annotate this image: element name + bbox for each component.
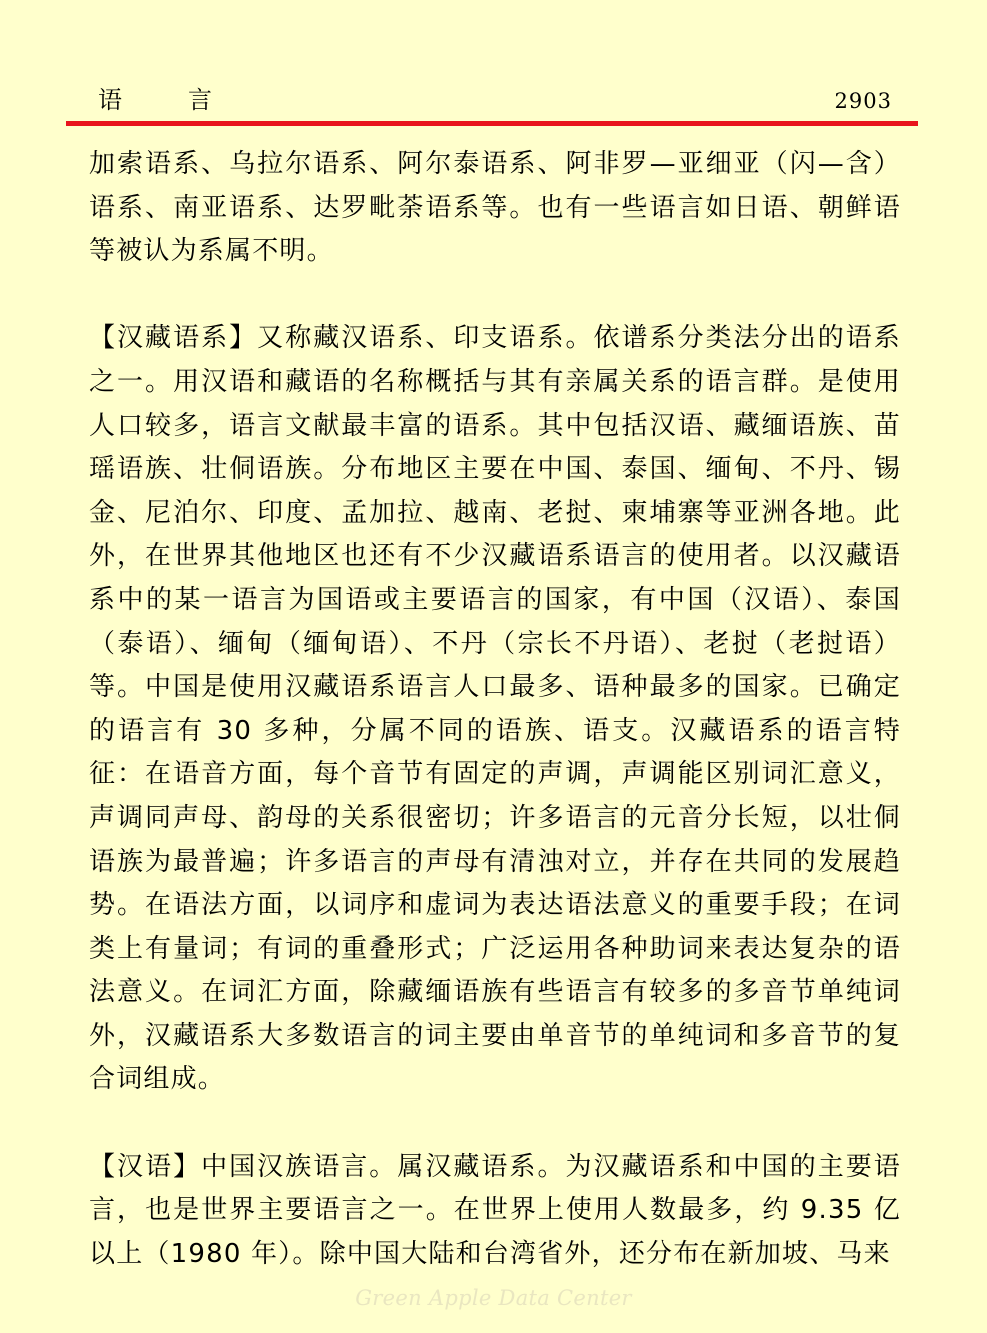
page-number: 2903 bbox=[834, 89, 892, 113]
page-body bbox=[89, 143, 901, 1276]
header-title: 语言 bbox=[98, 86, 278, 114]
entry-term: 【汉藏语系】 bbox=[89, 323, 258, 354]
paragraph-entry-sino-tibetan bbox=[89, 317, 901, 1102]
paragraph-entry-chinese bbox=[89, 1146, 901, 1277]
paragraph-text: 又称藏汉语系、印支语系。依谱系分类法分出的语系之一。用汉语和藏语的名称概括与其有亲属关系的语言群。是使用人口较多，语言文献最丰富的语系。其中包括汉语、藏缅语族、苗瑶语族、壮侗语族。分布地区主要在中国、泰国、缅甸、不丹、锡金、尼泊尔、印度、孟加拉、越南、老挝、柬埔寨等亚洲各地。此外，在世界其他地区也还有不少汉藏语系语言的使用者。以汉藏语系中的某一语言为国语或主要语言的国家，有中国（汉语）、泰国（泰语）、缅甸（缅甸语）、不丹（宗长不丹语）、老挝（老挝语）等。中国是使用汉藏语系语言人口最多、语种最多的国家。已确定的语言有 30 多种，分属不同的语族、语支。汉藏语系的语言特征：在语音方面，每个音节有固定的声调，声调能区别词汇意义，声调同声母、韵母的关系很密切；许多语言的元音分长短，以壮侗语族为最普遍；许多语言的声母有清浊对立，并存在共同的发展趋势。在语法方面，以词序和虚词为表达语法意义的重要手段；在词类上有量词；有词的重叠形式；广泛运用各种助词来表达复杂的语法意义。在词汇方面，除藏缅语族有些语言有较多的多音节单纯词外，汉藏语系大多数语言的词主要由单音节的单纯词和多音节的复合词组成。 bbox=[89, 323, 901, 1095]
paragraph-text: 加索语系、乌拉尔语系、阿尔泰语系、阿非罗—亚细亚（闪—含）语系、南亚语系、达罗毗荼语系等。也有一些语言如日语、朝鲜语等被认为系属不明。 bbox=[89, 149, 901, 267]
running-header bbox=[66, 84, 918, 124]
paragraph-continued bbox=[89, 143, 901, 274]
paragraph-text: 中国汉族语言。属汉藏语系。为汉藏语系和中国的主要语言，也是世界主要语言之一。在世界上使用人数最多，约 9.35 亿以上（1980 年）。除中国大陆和台湾省外，还分布在新加坡、马来 bbox=[89, 1151, 901, 1269]
entry-term: 【汉语】 bbox=[89, 1151, 202, 1182]
watermark: Green Apple Data Center bbox=[355, 1286, 632, 1310]
header-rule bbox=[66, 121, 918, 126]
